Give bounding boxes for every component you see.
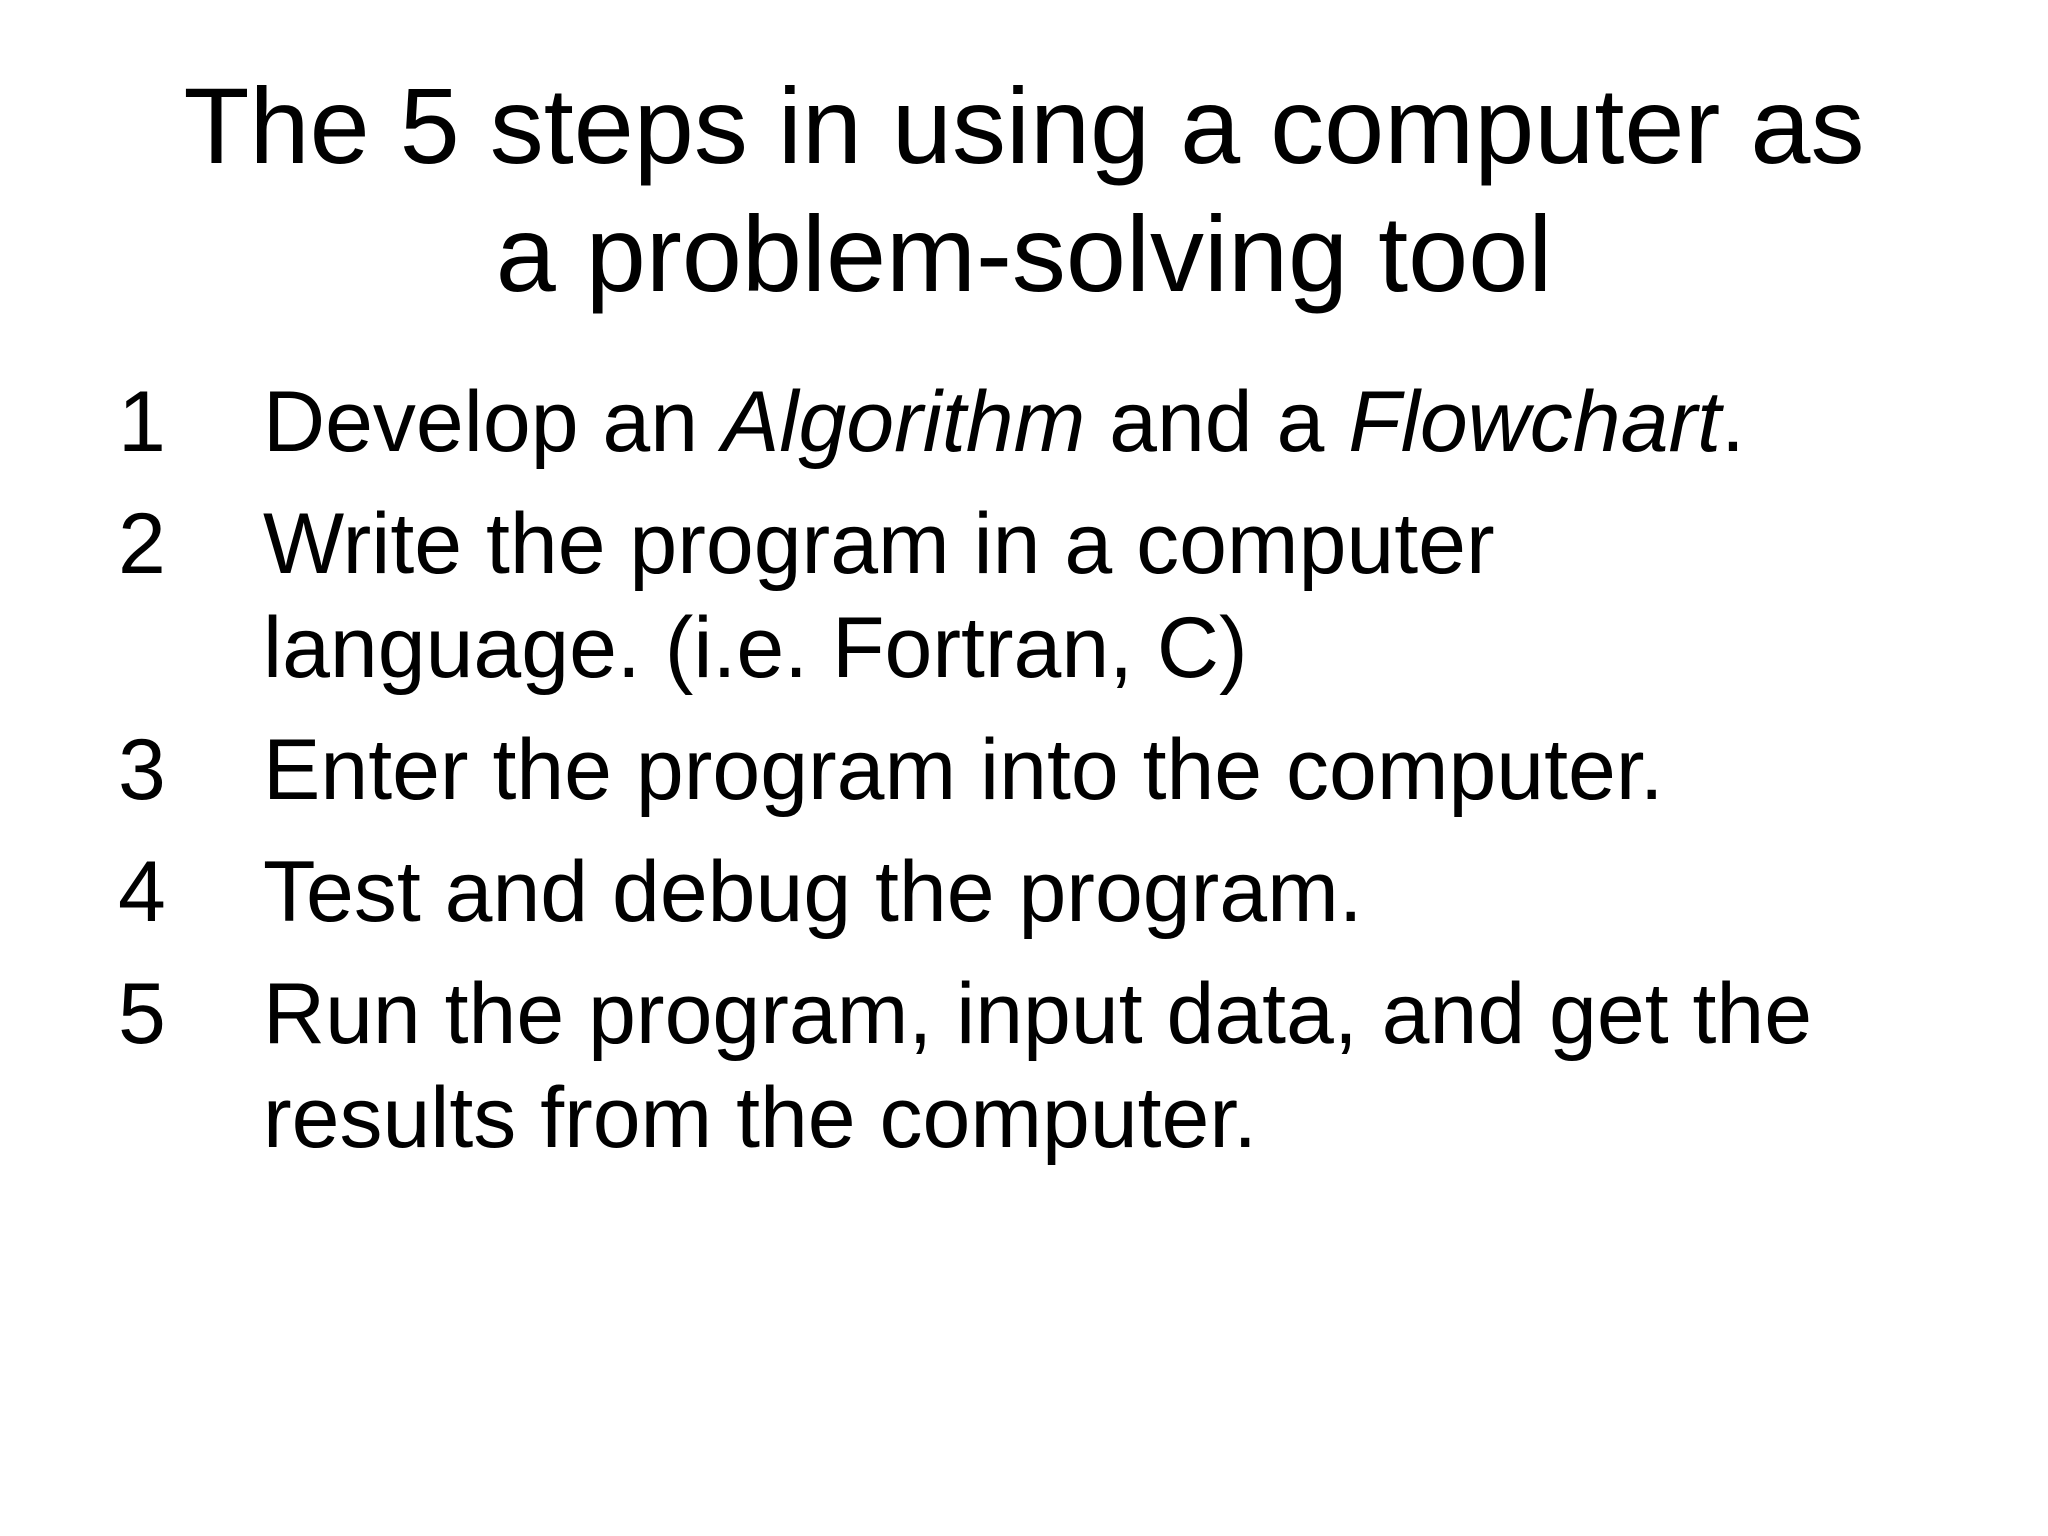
step-item bbox=[118, 962, 1948, 1170]
step-text-italic: Flowchart bbox=[1348, 374, 1721, 470]
step-number: 3 bbox=[118, 722, 166, 818]
step-text-line: language. (i.e. Fortran, C) bbox=[263, 600, 1248, 696]
step-text: . bbox=[1720, 374, 1745, 470]
step-item bbox=[118, 718, 1948, 822]
step-item bbox=[118, 370, 1948, 474]
slide-title bbox=[100, 62, 1948, 318]
steps-list bbox=[118, 370, 1948, 1188]
step-text-italic: Algorithm bbox=[721, 374, 1086, 470]
step-number: 1 bbox=[118, 374, 166, 470]
step-number: 2 bbox=[118, 496, 166, 592]
step-item bbox=[118, 492, 1948, 700]
title-line: The 5 steps in using a computer as bbox=[183, 65, 1865, 186]
step-number: 5 bbox=[118, 966, 166, 1062]
step-text-line: results from the computer. bbox=[263, 1070, 1258, 1166]
step-text: Develop an bbox=[263, 374, 722, 470]
step-text-line bbox=[263, 370, 1948, 474]
step-text-line: Enter the program into the computer. bbox=[263, 722, 1664, 818]
step-number: 4 bbox=[118, 844, 166, 940]
step-text: and a bbox=[1085, 374, 1349, 470]
step-item bbox=[118, 840, 1948, 944]
step-text-line: Test and debug the program. bbox=[263, 844, 1363, 940]
step-text-line: Write the program in a computer bbox=[263, 496, 1495, 592]
title-line: a problem-solving tool bbox=[495, 193, 1553, 314]
step-text-line: Run the program, input data, and get the bbox=[263, 966, 1813, 1062]
